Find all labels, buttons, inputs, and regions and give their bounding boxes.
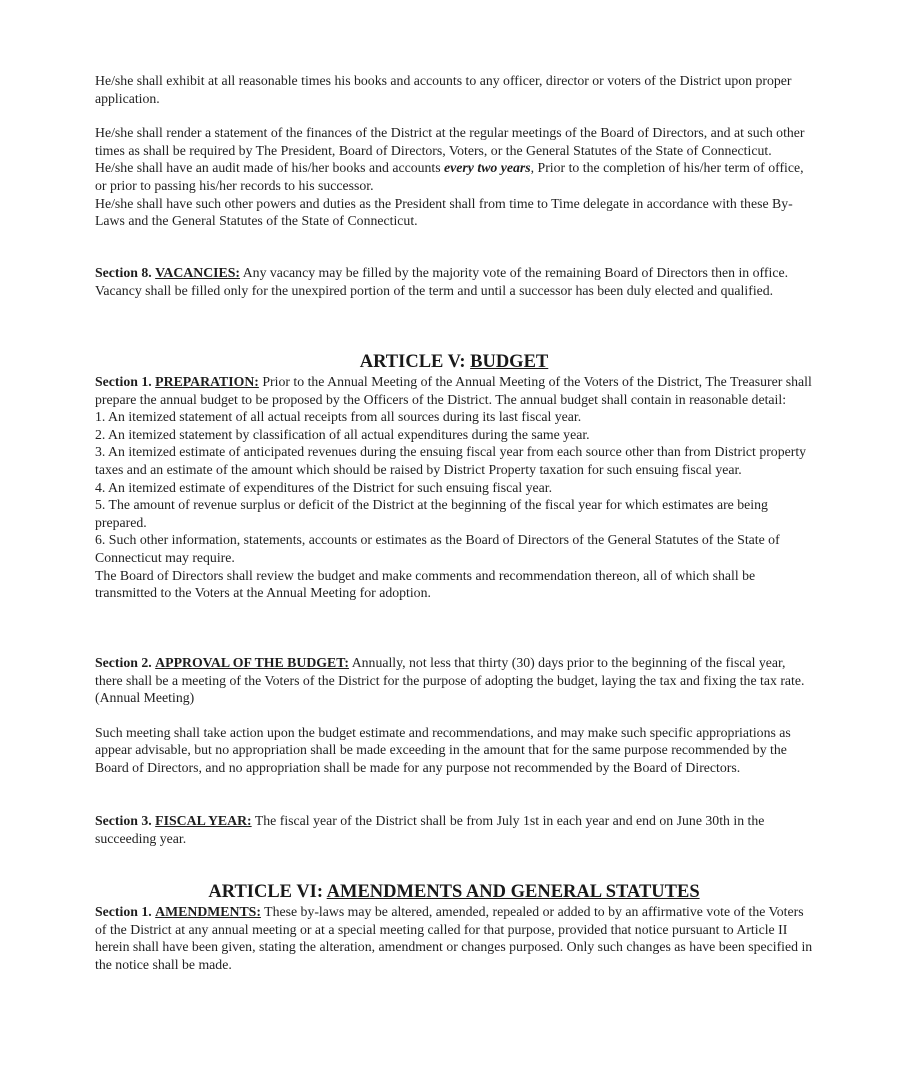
section-1-paragraph	[95, 373, 813, 408]
section-label: Section 3.	[95, 813, 152, 828]
article-5-section-2	[95, 654, 813, 777]
section-text: Prior to the Annual Meeting of the Annual Meeting of the Voters of the District, The Treasurer shall prepare the annual budget to be proposed by the Officers of the District. The annual budget shall contain in reasonable detail:	[95, 374, 812, 407]
section-1-closing: The Board of Directors shall review the budget and make comments and recommendation thereon, all of which shall be transmitted to the Voters at the Annual Meeting for adoption.	[95, 567, 756, 601]
article-5-section-3	[95, 812, 813, 847]
list-item: 2. An itemized statement by classification of all actual expenditures during the same year.	[95, 426, 590, 442]
section-title: PREPARATION:	[155, 374, 259, 389]
section-2-paragraph	[95, 654, 813, 707]
section-3-paragraph	[95, 812, 813, 847]
treasurer-duties	[95, 72, 813, 230]
article-6-section-1	[95, 903, 813, 973]
section-title: VACANCIES:	[155, 265, 241, 280]
list-item: 3. An itemized estimate of anticipated revenues during the ensuing fiscal year from each source other than from District property taxes and an estimate of the amount which should be raised by District Property taxation for such ensuing fiscal year.	[95, 444, 807, 477]
section-8-vacancies	[95, 264, 813, 299]
section-title: FISCAL YEAR:	[155, 813, 252, 828]
section-label: Section 2.	[95, 655, 152, 670]
section-text: These by-laws may be altered, amended, repealed or added to by an affirmative vote of the Voters of the District at any annual meeting or at a special meeting called for that purpose, provided that notice pursuant to Article II herein shall have been given, stating the alteration, amendment or changes purposed. Only such changes as have been specified in the notice shall be made.	[95, 904, 813, 972]
list-item: 4. An itemized estimate of expenditures of the District for such ensuing fiscal year.	[95, 479, 553, 495]
duty-paragraph-powers: He/she shall have such other powers and duties as the President shall from time to Time delegate in accordance with these By-Laws and the General Statutes of the State of Connecticut.	[95, 195, 793, 229]
audit-text-start: He/she shall have an audit made of his/her books and accounts	[95, 160, 445, 176]
section-text: Any vacancy may be filled by the majority vote of the remaining Board of Directors then in office. Vacancy shall be filled only for the unexpired portion of the term and until a successor has been duly elected and qualified.	[95, 265, 789, 298]
section-8-paragraph	[95, 264, 813, 299]
amendments-paragraph	[95, 903, 813, 973]
section-2-followup: Such meeting shall take action upon the budget estimate and recommendations, and may make such specific appropriations as appear advisable, but no appropriation shall be made exceeding in the amount that for the same purpose recommended by the Board of Directors, and no appropriation shall be made for any purpose not recommended by the Board of Directors.	[95, 724, 791, 775]
section-title: APPROVAL OF THE BUDGET:	[155, 655, 349, 670]
article-6-heading	[95, 881, 813, 903]
section-text: Annually, not less that thirty (30) days prior to the beginning of the fiscal year, there shall be a meeting of the Voters of the District for the purpose of adopting the budget, laying the tax and fixing the tax rate. (Annual Meeting)	[95, 655, 805, 706]
section-label: Section 8.	[95, 265, 152, 280]
section-text: The fiscal year of the District shall be from July 1st in each year and end on June 30th in the succeeding year.	[95, 813, 765, 846]
section-label: Section 1.	[95, 904, 152, 919]
duty-paragraph-statement: He/she shall render a statement of the finances of the District at the regular meetings of the Board of Directors, and at such other times as shall be required by The President, Board of Directors, Voters, or the General Statutes of the State of Connecticut.	[95, 125, 805, 158]
article-5-section-1	[95, 373, 813, 602]
audit-emphasis: every two years	[444, 160, 531, 176]
list-item: 6. Such other information, statements, accounts or estimates as the Board of Directors of the General Statutes of the State of Connecticut may require.	[95, 532, 780, 565]
article-5-prefix: ARTICLE V:	[359, 352, 471, 372]
duty-paragraph-audit	[95, 159, 813, 194]
section-title: AMENDMENTS:	[155, 904, 261, 919]
list-item: 5. The amount of revenue surplus or deficit of the District at the beginning of the fiscal year for which estimates are being prepared.	[95, 497, 768, 530]
article-5-title: BUDGET	[470, 352, 549, 372]
article-6-title: AMENDMENTS AND GENERAL STATUTES	[326, 882, 700, 902]
section-label: Section 1.	[95, 374, 152, 389]
duty-paragraph-books: He/she shall exhibit at all reasonable times his books and accounts to any officer, director or voters of the District upon proper application.	[95, 73, 792, 106]
audit-text-end: , Prior to the completion of his/her term of office, or prior to passing his/her records to his successor.	[95, 160, 804, 193]
article-6-prefix: ARTICLE VI:	[208, 882, 327, 902]
article-5-heading	[95, 351, 813, 373]
list-item: 1. An itemized statement of all actual receipts from all sources during its last fiscal year.	[95, 409, 582, 425]
